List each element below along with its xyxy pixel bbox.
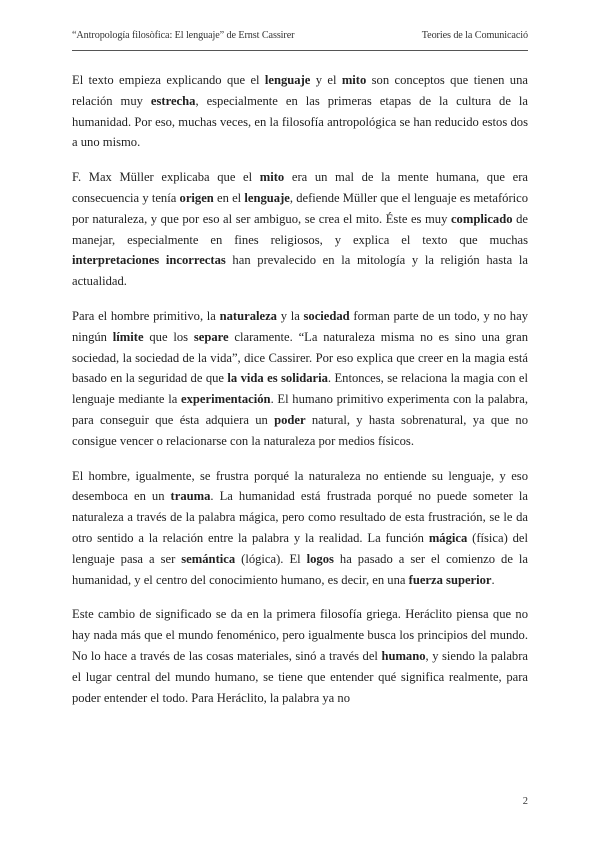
text-run: , defiende Müller que el lenguaje es metafórico por naturaleza, y que por eso al ser ambiguo, se crea el mito. Éste es muy bbox=[72, 190, 529, 226]
header-document-title: “Antropología filosòfica: El lenguaje” de Ernst Cassirer bbox=[72, 30, 295, 41]
bold-term: mito bbox=[341, 73, 367, 87]
paragraph bbox=[72, 70, 528, 153]
bold-term: humano bbox=[381, 648, 426, 663]
bold-term: sociedad bbox=[303, 308, 350, 323]
paragraph bbox=[72, 466, 528, 591]
header-course-name: Teories de la Comunicació bbox=[421, 30, 528, 41]
paragraph bbox=[72, 306, 528, 452]
text-run: . bbox=[491, 572, 495, 587]
text-run: , especialmente en las primeras etapas de la cultura de la humanidad. Por eso, muchas veces, en la filosofía antropológica se han reducido estos dos a uno mismo. bbox=[72, 93, 528, 150]
text-run: que los bbox=[143, 329, 194, 344]
bold-term: experimentación bbox=[181, 392, 271, 407]
bold-term: poder bbox=[274, 412, 306, 427]
text-run: (lógica). El bbox=[235, 551, 307, 566]
text-run: Este cambio de significado se da en la primera filosofía griega. Heráclito piensa que no hay nada más que el mundo fenoménico, pero igualmente busca los principios del mundo. No lo hace a través de las cosas materiales, sinó a través del bbox=[72, 607, 528, 663]
text-run: de manejar, especialmente en fines religiosos, y explica el texto que muchas bbox=[72, 211, 528, 247]
bold-term: complicado bbox=[450, 211, 513, 226]
text-run: y el bbox=[310, 73, 342, 87]
text-run: son conceptos que tienen una relación muy bbox=[72, 73, 528, 108]
bold-term: lenguaje bbox=[264, 73, 311, 87]
bold-term: fuerza superior bbox=[408, 572, 492, 587]
text-run: F. Max Müller explicaba que el bbox=[72, 170, 260, 185]
text-run: El hombre, igualmente, se frustra porqué la naturaleza no entiende su lenguaje, y eso desemboca en un bbox=[72, 468, 528, 504]
bold-term: estrecha bbox=[150, 93, 196, 108]
paragraph bbox=[72, 167, 528, 292]
text-run: , y siendo la palabra el lugar central del mundo humano, se tiene que entender qué significa realmente, para poder entender el todo. Para Heráclito, la palabra ya no bbox=[72, 648, 528, 705]
bold-term: semántica bbox=[181, 551, 236, 566]
text-run: claramente. “La naturaleza misma no es sino una gran sociedad, la sociedad de la vida”, dice Cassirer. Por eso explica que creer en la magia está basado en la seguridad de que bbox=[72, 329, 529, 386]
text-run: forman parte de un todo, y no hay ningún bbox=[72, 308, 528, 344]
bold-term: logos bbox=[306, 551, 334, 566]
text-run: (física) del lenguaje pasa a ser bbox=[72, 530, 528, 566]
text-run: El texto empieza explicando que el bbox=[72, 73, 265, 87]
bold-term: trauma bbox=[170, 489, 211, 504]
bold-term: lenguaje bbox=[244, 190, 290, 205]
text-run: ha pasado a ser el comienzo de la humanidad, y el centro del conocimiento humano, es decir, en una bbox=[72, 551, 529, 587]
text-run: en el bbox=[213, 190, 245, 205]
bold-term: mito bbox=[259, 170, 285, 185]
document-body bbox=[72, 70, 528, 722]
text-run: . Entonces, se relaciona la magia con el lenguaje mediante la bbox=[72, 371, 528, 407]
paragraph bbox=[72, 604, 528, 708]
header-rule bbox=[72, 50, 528, 51]
bold-term: naturaleza bbox=[219, 308, 277, 323]
bold-term: límite bbox=[112, 329, 144, 344]
bold-term: separe bbox=[193, 329, 229, 344]
text-run: Para el hombre primitivo, la bbox=[72, 308, 220, 323]
bold-term: la vida es solidaria bbox=[227, 371, 328, 386]
text-run: . La humanidad está frustrada porqué no puede someter la naturaleza a través de la palabra mágica, pero como resultado de esta frustración, se le da otro sentido a la relación entre la palabra y la realidad. La función bbox=[72, 489, 529, 545]
page-number: 2 bbox=[522, 796, 528, 807]
text-run: y la bbox=[276, 308, 304, 323]
bold-term: origen bbox=[179, 190, 214, 205]
text-run: era un mal de la mente humana, que era consecuencia y tenía bbox=[72, 170, 528, 205]
text-run: han prevalecido en la mitología y la religión hasta la actualidad. bbox=[72, 253, 528, 289]
bold-term: interpretaciones incorrectas bbox=[72, 253, 226, 268]
text-run: natural, y hasta sobrenatural, ya que no consigue vencer o relacionarse con la naturaleza por medios físicos. bbox=[72, 412, 528, 448]
text-run: . El humano primitivo experimenta con la palabra, para conseguir que ésta adquiera un bbox=[72, 392, 528, 427]
page-header bbox=[72, 30, 528, 48]
bold-term: mágica bbox=[428, 530, 468, 545]
